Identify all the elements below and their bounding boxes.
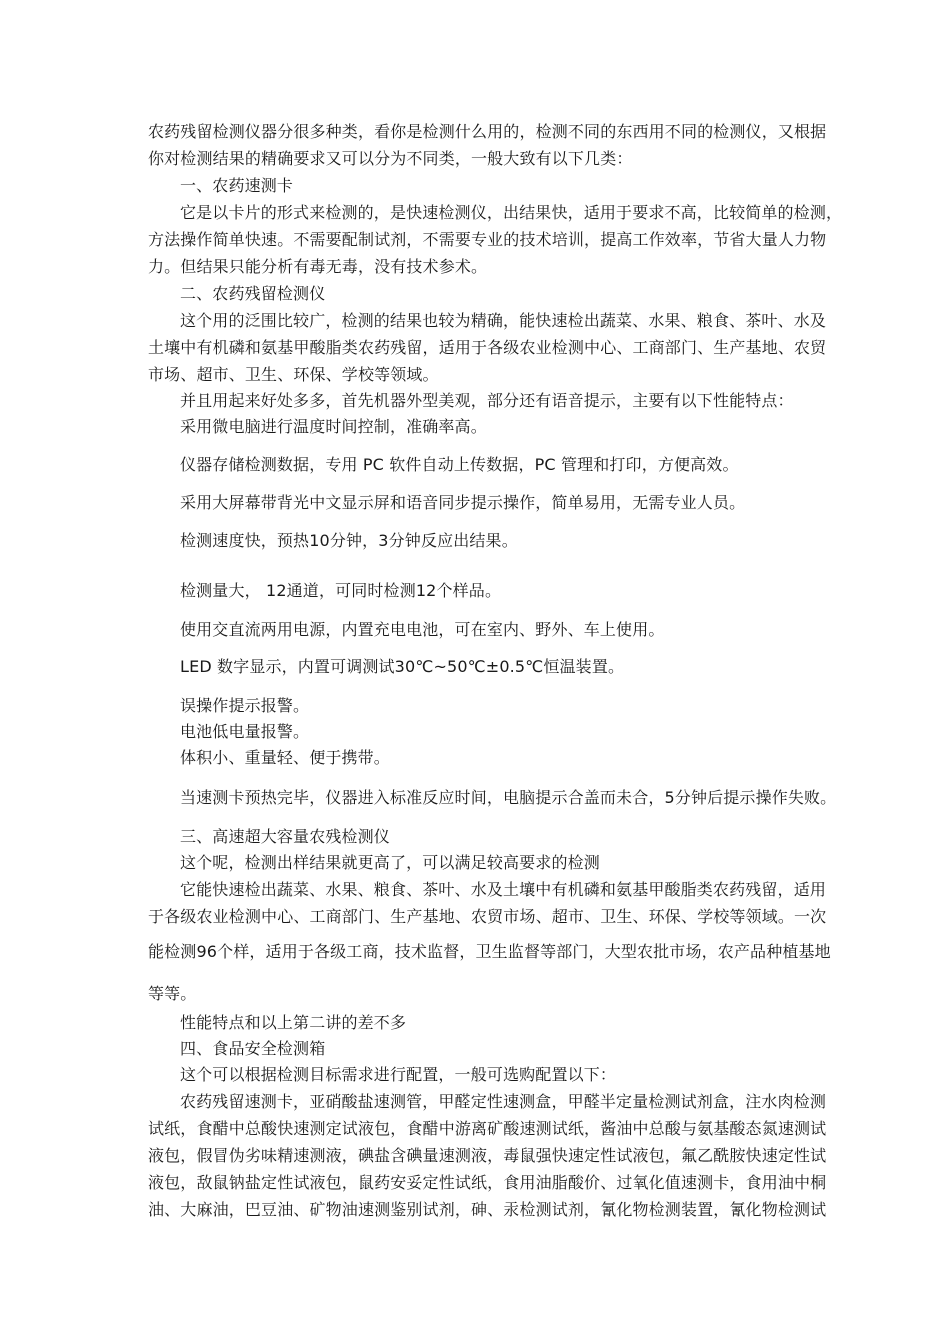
text-line: 于各级农业检测中心、工商部门、生产基地、农贸市场、超市、卫生、环保、学校等领域。一次 <box>148 907 827 926</box>
section-heading: 四、食品安全检测箱 <box>180 1039 326 1058</box>
text-line: 性能特点和以上第二讲的差不多 <box>180 1013 407 1032</box>
text-line: 农药残留速测卡，亚硝酸盐速测管，甲醛定性速测盒，甲醛半定量检测试剂盒，注水肉检测 <box>180 1092 827 1111</box>
text-line: 液包，假冒伪劣味精速测液，碘盐含碘量速测液，毒鼠强快速定性试液包，氟乙酰胺快速定性试 <box>148 1146 827 1165</box>
text-line: 农药残留检测仪器分很多种类，看你是检测什么用的，检测不同的东西用不同的检测仪，又根据 <box>148 122 827 141</box>
feature-item: 使用交直流两用电源，内置充电电池，可在室内、野外、车上使用。 <box>180 620 665 639</box>
text-line: 土壤中有机磷和氨基甲酸脂类农药残留，适用于各级农业检测中心、工商部门、生产基地、农贸 <box>148 338 827 357</box>
text-line: 你对检测结果的精确要求又可以分为不同类，一般大致有以下几类： <box>148 149 633 168</box>
feature-item: 当速测卡预热完毕，仪器进入标准反应时间，电脑提示合盖而未合，5分钟后提示操作失败。 <box>180 788 837 807</box>
text-line: 能检测96个样，适用于各级工商，技术监督，卫生监督等部门，大型农批市场，农产品种植基地 <box>148 942 831 961</box>
feature-item: 误操作提示报警。 <box>180 696 310 715</box>
text-line: 液包，敌鼠钠盐定性试液包，鼠药安妥定性试纸，食用油脂酸价、过氧化值速测卡，食用油中桐 <box>148 1173 827 1192</box>
feature-item: LED 数字显示，内置可调测试30℃~50℃±0.5℃恒温装置。 <box>180 657 625 676</box>
text-line: 市场、超市、卫生、环保、学校等领域。 <box>148 365 439 384</box>
text-line: 油、大麻油，巴豆油、矿物油速测鉴别试剂，砷、汞检测试剂，氰化物检测装置，氰化物检测试 <box>148 1200 827 1219</box>
feature-item: 检测速度快，预热10分钟，3分钟反应出结果。 <box>180 531 518 550</box>
text-line: 这个呢，检测出样结果就更高了，可以满足较高要求的检测 <box>180 853 600 872</box>
text-line: 方法操作简单快速。不需要配制试剂，不需要专业的技术培训，提高工作效率，节省大量人力物 <box>148 230 827 249</box>
text-line: 它是以卡片的形式来检测的，是快速检测仪，出结果快，适用于要求不高，比较简单的检测， <box>180 203 843 222</box>
text-line: 试纸，食醋中总酸快速测定试液包，食醋中游离矿酸速测试纸，酱油中总酸与氨基酸态氮速测试 <box>148 1119 827 1138</box>
text-line: 力。但结果只能分析有毒无毒，没有技术参术。 <box>148 257 488 276</box>
feature-item: 仪器存储检测数据，专用 PC 软件自动上传数据，PC 管理和打印，方便高效。 <box>180 455 739 474</box>
text-line: 这个可以根据检测目标需求进行配置，一般可选购配置以下： <box>180 1065 617 1084</box>
feature-item: 检测量大， 12通道，可同时检测12个样品。 <box>180 581 502 600</box>
text-line: 并且用起来好处多多，首先机器外型美观，部分还有语音提示，主要有以下性能特点： <box>180 391 794 410</box>
section-heading: 二、农药残留检测仪 <box>180 284 326 303</box>
feature-item: 体积小、重量轻、便于携带。 <box>180 748 390 767</box>
feature-item: 采用大屏幕带背光中文显示屏和语音同步提示操作，简单易用，无需专业人员。 <box>180 493 746 512</box>
text-line: 它能快速检出蔬菜、水果、粮食、茶叶、水及土壤中有机磷和氨基甲酸脂类农药残留，适用 <box>180 880 827 899</box>
feature-item: 电池低电量报警。 <box>180 722 310 741</box>
text-line: 等等。 <box>148 984 197 1003</box>
text-line: 这个用的泛围比较广，检测的结果也较为精确，能快速检出蔬菜、水果、粮食、茶叶、水及 <box>180 311 827 330</box>
section-heading: 三、高速超大容量农残检测仪 <box>180 827 390 846</box>
feature-item: 采用微电脑进行温度时间控制，准确率高。 <box>180 417 487 436</box>
section-heading: 一、农药速测卡 <box>180 176 294 195</box>
